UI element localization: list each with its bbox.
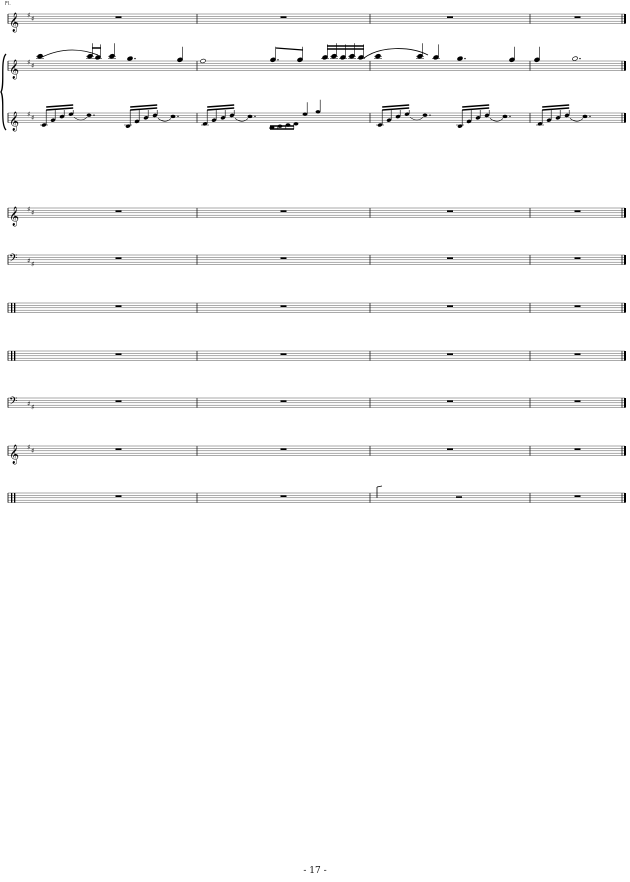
whole-rest-icon — [116, 257, 122, 259]
sharp-icon: ♯ — [27, 110, 31, 119]
notehead — [87, 114, 92, 117]
notehead — [171, 115, 176, 118]
bass-clef-icon: 𝄢 — [9, 395, 18, 411]
notehead — [423, 114, 428, 117]
note-flag — [377, 486, 382, 487]
whole-rest-icon — [281, 305, 287, 307]
whole-rest-icon — [116, 305, 122, 307]
whole-rest-icon — [447, 400, 453, 402]
page-number: - 17 - — [303, 866, 327, 876]
percussion-clef-icon — [14, 303, 15, 313]
beam — [462, 105, 489, 107]
sharp-icon: ♯ — [27, 443, 31, 452]
staff-9 — [8, 443, 625, 464]
sharp-icon: ♯ — [31, 403, 35, 412]
percussion-clef-icon — [14, 493, 15, 503]
dot — [509, 116, 510, 117]
sharp-icon: ♯ — [27, 205, 31, 214]
staff-4 — [8, 205, 625, 226]
whole-rest-icon — [281, 495, 287, 497]
tie — [235, 118, 248, 121]
sharp-icon: ♯ — [31, 447, 35, 456]
sharp-icon: ♯ — [27, 58, 31, 67]
whole-rest-icon — [447, 448, 453, 450]
staff-1 — [8, 11, 625, 32]
whole-rest-icon — [575, 305, 581, 307]
whole-rest-icon — [116, 353, 122, 355]
whole-rest-icon — [447, 305, 453, 307]
treble-clef-icon: 𝄞 — [9, 12, 20, 33]
beam — [542, 105, 569, 107]
notehead — [583, 115, 588, 118]
sharp-icon: ♯ — [31, 15, 35, 24]
whole-rest-icon — [281, 353, 287, 355]
staff-2 — [8, 58, 625, 79]
bass-clef-icon: 𝄢 — [9, 252, 18, 268]
whole-rest-icon — [447, 210, 453, 212]
treble-clef-icon: 𝄞 — [9, 206, 20, 227]
staff-3 — [8, 110, 625, 131]
beam — [130, 108, 157, 110]
percussion-clef-icon — [14, 351, 15, 361]
notehead — [200, 58, 206, 63]
whole-rest-icon — [281, 210, 287, 212]
brace-icon — [1, 54, 6, 130]
percussion-clef-icon — [11, 351, 12, 361]
whole-rest-icon — [116, 400, 122, 402]
staff-6 — [8, 303, 625, 313]
whole-rest-icon — [281, 400, 287, 402]
whole-rest-icon — [575, 210, 581, 212]
tie — [490, 118, 503, 121]
whole-rest-icon — [116, 210, 122, 212]
beam — [382, 105, 409, 107]
staff-8 — [8, 396, 625, 412]
notehead — [316, 110, 321, 113]
treble-clef-icon: 𝄞 — [9, 111, 20, 132]
sharp-icon: ♯ — [31, 62, 35, 71]
notehead — [294, 122, 299, 125]
staff-10 — [8, 486, 625, 503]
notehead — [572, 56, 578, 61]
beam — [542, 108, 569, 110]
sharp-icon: ♯ — [27, 399, 31, 408]
whole-rest-icon — [575, 400, 581, 402]
melody-notes — [36, 43, 581, 63]
dot — [134, 58, 135, 59]
beam — [207, 105, 234, 107]
whole-rest-icon — [447, 257, 453, 259]
whole-rest-icon — [116, 448, 122, 450]
treble-clef-icon: 𝄞 — [9, 444, 20, 465]
dot — [464, 58, 465, 59]
notehead — [127, 56, 133, 61]
whole-rest-icon — [575, 257, 581, 259]
staff-5 — [8, 253, 625, 269]
sharp-icon: ♯ — [27, 256, 31, 265]
notehead — [503, 115, 508, 118]
dot — [589, 116, 590, 117]
dot — [429, 115, 430, 116]
whole-rest-icon — [575, 495, 581, 497]
corner-mark: Fl. — [5, 1, 11, 7]
tie — [570, 118, 583, 121]
notehead — [457, 56, 463, 61]
whole-rest-icon — [116, 16, 122, 18]
notehead — [303, 113, 308, 116]
beam — [462, 108, 489, 110]
sharp-icon: ♯ — [31, 209, 35, 218]
dot — [277, 59, 278, 60]
percussion-clef-icon — [11, 493, 12, 503]
beam — [382, 108, 409, 110]
half-rest-icon — [456, 496, 462, 498]
treble-clef-icon: 𝄞 — [9, 59, 20, 80]
tie — [158, 118, 171, 121]
whole-rest-icon — [575, 16, 581, 18]
whole-rest-icon — [575, 448, 581, 450]
whole-rest-icon — [575, 353, 581, 355]
dot — [254, 116, 255, 117]
percussion-clef-icon — [11, 303, 12, 313]
sharp-icon: ♯ — [31, 260, 35, 269]
whole-rest-icon — [281, 448, 287, 450]
sharp-icon: ♯ — [31, 114, 35, 123]
whole-rest-icon — [281, 16, 287, 18]
beam — [46, 105, 73, 107]
whole-rest-icon — [447, 16, 453, 18]
dot — [177, 116, 178, 117]
beam — [130, 105, 157, 107]
beam — [276, 48, 303, 50]
beam — [207, 108, 234, 110]
sharp-icon: ♯ — [27, 11, 31, 20]
dot — [579, 58, 580, 59]
whole-rest-icon — [447, 353, 453, 355]
whole-rest-icon — [281, 257, 287, 259]
notehead — [248, 115, 253, 118]
whole-rest-icon — [116, 495, 122, 497]
beam — [46, 108, 73, 110]
staff-7 — [8, 351, 625, 361]
arpeggio-notes — [40, 100, 591, 129]
dot — [93, 115, 94, 116]
